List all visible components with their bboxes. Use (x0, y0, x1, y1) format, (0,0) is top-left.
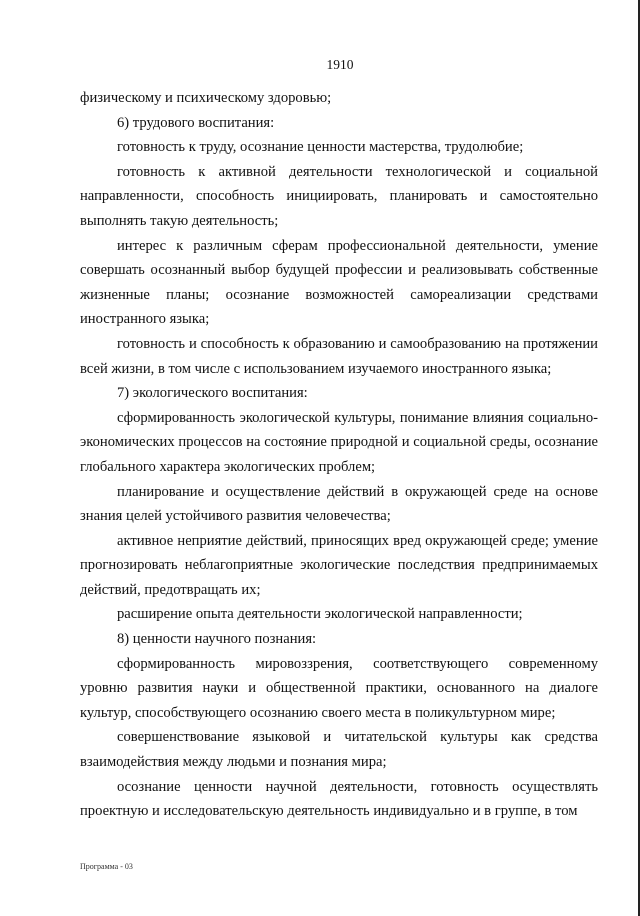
paragraph: расширение опыта деятельности экологической направленности; (117, 606, 523, 623)
paragraph: 8) ценности научного познания: (117, 631, 317, 648)
body-text (80, 86, 598, 824)
footer-label: Программа - 03 (80, 862, 133, 871)
paragraph: готовность к труду, осознание ценности мастерства, трудолюбие; (117, 139, 524, 156)
paragraph: совершенствование языковой и читательской культуры как средства взаимодействия между людьми и познания мира; (80, 729, 598, 771)
paragraph: активное неприятие действий, приносящих вред окружающей среде; умение прогнозировать неблагоприятные экологические последствия предпринимаемых действий, предотвращать их; (80, 532, 598, 598)
paragraph: готовность и способность к образованию и самообразованию на протяжении всей жизни, в том числе с использованием изучаемого иностранного языка; (80, 335, 598, 377)
page-number: 1910 (326, 57, 354, 72)
paragraph: физическому и психическому здоровью; (80, 90, 332, 106)
paragraph: 6) трудового воспитания: (117, 114, 275, 131)
paragraph: готовность к активной деятельности технологической и социальной направленности, способность инициировать, планировать и самостоятельно выполнять такую деятельность; (80, 163, 598, 229)
paragraph: сформированность экологической культуры, понимание влияния социально-экономических процессов на состояние природной и социальной среды, осознание глобального характера экологических проблем; (80, 409, 598, 475)
paragraph: осознание ценности научной деятельности, готовность осуществлять проектную и исследовательскую деятельность индивидуально и в группе, в том (80, 778, 598, 820)
paragraph: 7) экологического воспитания: (117, 385, 308, 402)
paragraph: планирование и осуществление действий в окружающей среде на основе знания целей устойчивого развития человечества; (80, 483, 598, 525)
paragraph: сформированность мировоззрения, соответствующего современному уровню развития науки и общественной практики, основанного на диалоге культур, способствующего осознанию своего места в поликультурном мире; (80, 655, 598, 721)
paragraph: интерес к различным сферам профессиональной деятельности, умение совершать осознанный выбор будущей профессии и реализовывать собственные жизненные планы; осознание возможностей самореализации средствами иностранного языка; (80, 237, 598, 328)
